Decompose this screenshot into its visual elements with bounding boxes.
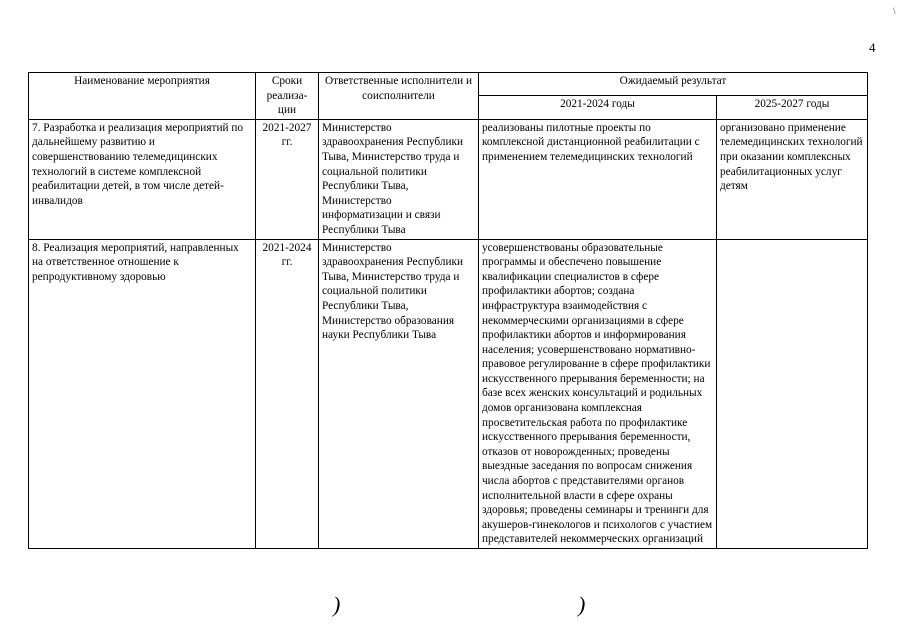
- measures-table: [28, 72, 868, 549]
- handwritten-mark-left: ): [333, 592, 341, 617]
- row-result-2021-2024: реализованы пилотные проекты по комплексной дистанционной реабилитации с применением телемедицинских технологий: [479, 119, 717, 239]
- header-expected-result: Ожидаемый результат: [479, 73, 868, 96]
- header-responsible: Ответственные исполнители и соисполнители: [319, 73, 479, 120]
- row-name: 8. Реализация мероприятий, направленных на ответственное отношение к репродуктивному здоровью: [29, 239, 256, 548]
- row-result-2025-2027: [717, 239, 868, 548]
- row-result-2025-2027: организовано применение телемедицинских технологий при оказании комплексных реабилитационных услуг детям: [717, 119, 868, 239]
- page-number: 4: [869, 40, 876, 55]
- table-row: [29, 239, 868, 548]
- header-period-2025-2027: 2025-2027 годы: [717, 96, 868, 119]
- header-period: Сроки реализа-ции: [256, 73, 319, 120]
- row-responsible: Министерство здравоохранения Республики Тыва, Министерство труда и социальной политики Республики Тыва, Министерство образования науки Республики Тыва: [319, 239, 479, 548]
- header-name: Наименование мероприятия: [29, 73, 256, 120]
- row-period: 2021-2024 гг.: [256, 239, 319, 548]
- row-period: 2021-2027 гг.: [256, 119, 319, 239]
- corner-mark: \: [893, 6, 896, 16]
- row-responsible: Министерство здравоохранения Республики Тыва, Министерство труда и социальной политики Республики Тыва, Министерство информатизации и связи Республики Тыва: [319, 119, 479, 239]
- table-row: [29, 119, 868, 239]
- row-result-2021-2024: усовершенствованы образовательные программы и обеспечено повышение квалификации специалистов в сфере профилактики абортов; создана инфраструктура взаимодействия с некоммерческими организациями в сфере профилактики абортов и информирования населения; усовершенствовано нормативно-правовое регулирование в сфере профилактики искусственного прерывания беременности; на базе всех женских консультаций и родильных домов организована комплексная просветительская работа по профилактике искусственного прерывания беременности, отказов от новорожденных; проведены выездные заседания по вопросам снижения числа абортов с представителями органов исполнительной власти в сфере охраны здоровья; проведены семинары и тренинги для акушеров-гинекологов и психологов с участием представителей некоммерческих организаций: [479, 239, 717, 548]
- handwritten-mark-right: ): [578, 592, 586, 617]
- row-name: 7. Разработка и реализация мероприятий по дальнейшему развитию и совершенствованию телемедицинских технологий в системе комплексной реабилитации детей, в том числе детей-инвалидов: [29, 119, 256, 239]
- header-period-2021-2024: 2021-2024 годы: [479, 96, 717, 119]
